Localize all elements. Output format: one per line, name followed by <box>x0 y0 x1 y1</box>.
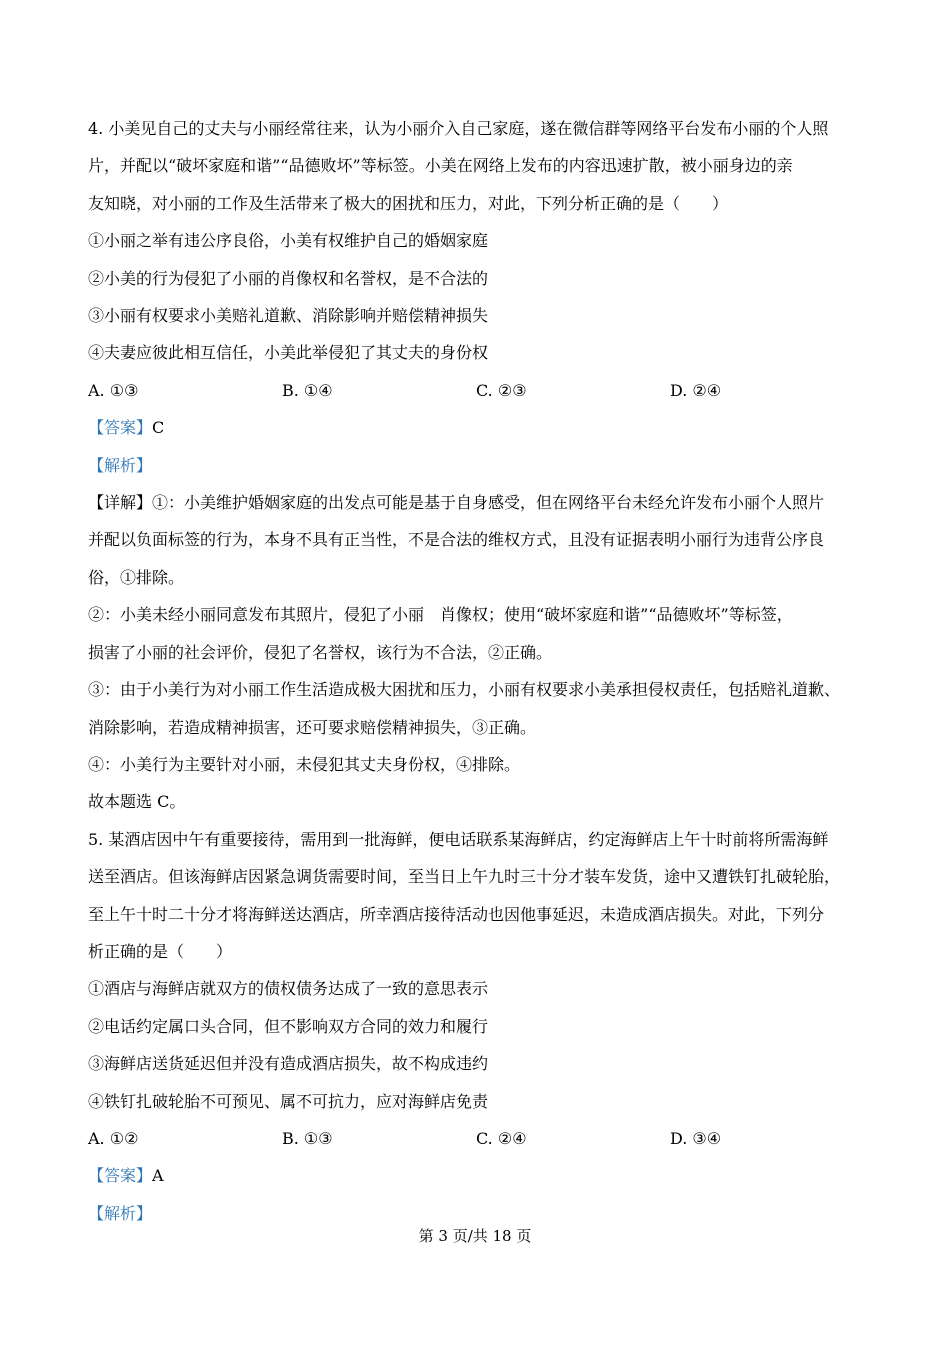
q4-detail-line: ③：由于小美行为对小丽工作生活造成极大困扰和压力，小丽有权要求小美承担侵权责任，包括赔礼道歉、 <box>88 680 841 700</box>
q5-stem-line: 送至酒店。但该海鲜店因紧急调货需要时间，至当日上午九时三十分才装车发货，途中又遭铁钉扎破轮胎， <box>88 867 841 887</box>
q4-statement-1: ①小丽之举有违公序良俗，小美有权维护自己的婚姻家庭 <box>88 231 489 251</box>
q5-stem-line: 至上午十时二十分才将海鲜送达酒店，所幸酒店接待活动也因他事延迟，未造成酒店损失。对此，下列分 <box>88 904 825 924</box>
q5-statement-4: ④铁钉扎破轮胎不可预见、属不可抗力，应对海鲜店免责 <box>88 1091 489 1111</box>
q4-detail-line: 损害了小丽的社会评价，侵犯了名誉权，该行为不合法，②正确。 <box>88 642 553 662</box>
q4-statement-2: ②小美的行为侵犯了小丽的肖像权和名誉权，是不合法的 <box>88 268 489 288</box>
q4-option-c: C. ②③ <box>476 380 527 400</box>
q5-option-b: B. ①③ <box>282 1128 333 1148</box>
q4-detail-line: ②：小美未经小丽同意发布其照片，侵犯了小丽 肖像权；使用“破坏家庭和谐”“品德败坏”等标签， <box>88 605 793 625</box>
q4-options <box>88 372 868 409</box>
q5-statement-3: ③海鲜店送货延迟但并没有造成酒店损失，故不构成违约 <box>88 1054 489 1074</box>
q4-stem-line: 友知晓，对小丽的工作及生活带来了极大的困扰和压力，对此，下列分析正确的是（ ） <box>88 193 729 213</box>
analysis-tag: 【解析】 <box>88 455 153 475</box>
question-4 <box>88 110 868 821</box>
q4-stem-line: 片，并配以“破坏家庭和谐”“品德败坏”等标签。小美在网络上发布的内容迅速扩散，被小丽身边的亲 <box>88 156 793 176</box>
q4-detail-line: ④：小美行为主要针对小丽，未侵犯其丈夫身份权，④排除。 <box>88 754 521 774</box>
q5-answer <box>88 1157 868 1194</box>
q4-analysis <box>88 447 868 484</box>
q5-statement-1: ①酒店与海鲜店就双方的债权债务达成了一致的意思表示 <box>88 979 489 999</box>
q5-statement-2: ②电话约定属口头合同，但不影响双方合同的效力和履行 <box>88 1016 489 1036</box>
answer-value: A <box>152 1166 164 1186</box>
page-content <box>88 110 868 1232</box>
detail-tag: 【详解】 <box>88 493 153 513</box>
q4-statement-3: ③小丽有权要求小美赔礼道歉、消除影响并赔偿精神损失 <box>88 306 489 326</box>
q5-option-d: D. ③④ <box>670 1128 722 1148</box>
detail-text: ①：小美维护婚姻家庭的出发点可能是基于自身感受，但在网络平台未经允许发布小丽个人照片 <box>152 493 825 513</box>
q4-stem-line: 4. 小美见自己的丈夫与小丽经常往来，认为小丽介入自己家庭，遂在微信群等网络平台发布小丽的个人照 <box>88 119 829 138</box>
q5-stem-line: 5. 某酒店因中午有重要接待，需用到一批海鲜，便电话联系某海鲜店，约定海鲜店上午十时前将所需海鲜 <box>88 829 829 849</box>
q4-detail-line: 消除影响，若造成精神损害，还可要求赔偿精神损失，③正确。 <box>88 717 537 737</box>
question-5 <box>88 821 868 1232</box>
q4-detail-line: 并配以负面标签的行为，本身不具有正当性，不是合法的维权方式，且没有证据表明小丽行为违背公序良 <box>88 530 825 550</box>
q4-conclusion: 故本题选 C。 <box>88 792 186 812</box>
page-footer: 第 3 页/共 18 页 <box>418 1227 532 1245</box>
q5-option-c: C. ②④ <box>476 1128 527 1148</box>
q4-option-b: B. ①④ <box>282 380 333 400</box>
q5-stem-line: 析正确的是（ ） <box>88 941 233 961</box>
answer-value: C <box>152 418 165 438</box>
q5-options <box>88 1120 868 1157</box>
q4-detail-first <box>88 484 868 521</box>
q4-option-d: D. ②④ <box>670 380 722 400</box>
q4-detail-line: 俗，①排除。 <box>88 567 185 587</box>
q4-option-a: A. ①③ <box>88 380 139 400</box>
answer-tag: 【答案】 <box>88 1166 153 1186</box>
answer-tag: 【答案】 <box>88 418 153 438</box>
q5-option-a: A. ①② <box>88 1128 139 1148</box>
q4-statement-4: ④夫妻应彼此相互信任，小美此举侵犯了其丈夫的身份权 <box>88 343 489 363</box>
q4-answer <box>88 409 868 446</box>
analysis-tag: 【解析】 <box>88 1203 153 1223</box>
